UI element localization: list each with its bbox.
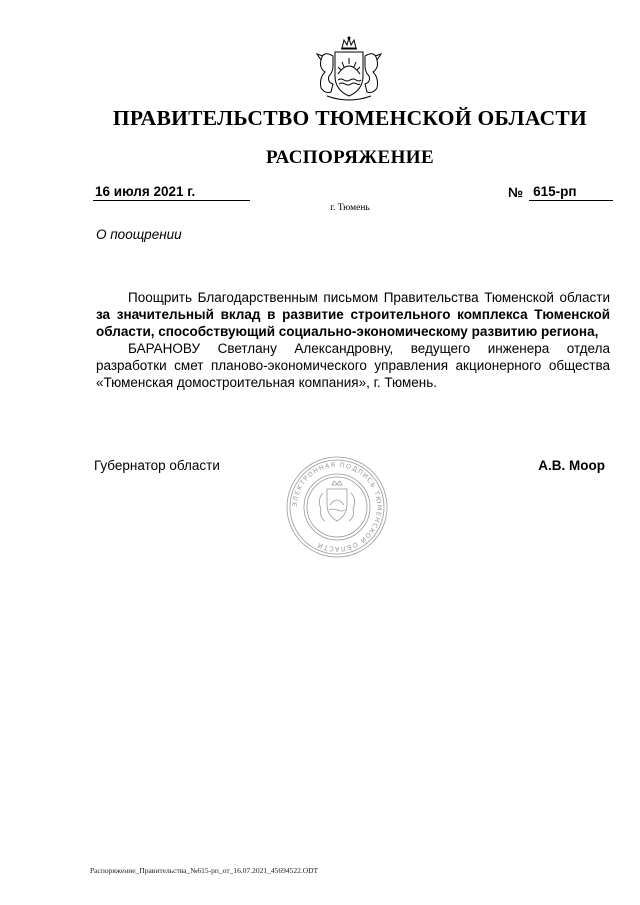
document-number-field <box>508 184 613 201</box>
organization-title: ПРАВИТЕЛЬСТВО ТЮМЕНСКОЙ ОБЛАСТИ <box>112 106 588 130</box>
file-footer: Распоряжение_Правительства_№615-рп_от_16.07.2021_45694522.ODT <box>90 866 319 875</box>
svg-text:ЭЛЕКТРОННАЯ ПОДПИСЬ ТЮМЕНСКОЙ <box>291 461 383 553</box>
document-date: 16 июля 2021 г. <box>93 184 250 201</box>
document-type: РАСПОРЯЖЕНИЕ <box>265 147 435 168</box>
signer-name: А.В. Моор <box>538 458 605 473</box>
body-paragraph-1-text: Поощрить Благодарственным письмом Правительства Тюменской области <box>128 290 610 305</box>
official-seal-stamp-icon <box>285 455 389 559</box>
body-paragraph-2: БАРАНОВУ Светлану Александровну, ведущего инженера отдела разработки смет планово-экономического управления акционерного общества «Тюменская домостроительная компания», г. Тюмень. <box>96 341 610 390</box>
document-city: г. Тюмень <box>330 203 370 213</box>
signer-role: Губернатор области <box>94 458 220 473</box>
document-number: 615-рп <box>529 184 613 201</box>
body-paragraph-1 <box>96 289 610 340</box>
body-paragraph-1-bold: за значительный вклад в развитие строительного комплекса Тюменской области, способствующий социально-экономическому развитию региона, <box>96 307 610 339</box>
number-sign: № <box>508 185 524 200</box>
tyumen-region-coat-of-arms-icon <box>305 36 393 104</box>
seal-text: ЭЛЕКТРОННАЯ ПОДПИСЬ ТЮМЕНСКОЙ ОБЛАСТИ <box>290 460 384 554</box>
document-body <box>96 289 610 391</box>
document-subject: О поощрении <box>96 227 182 242</box>
